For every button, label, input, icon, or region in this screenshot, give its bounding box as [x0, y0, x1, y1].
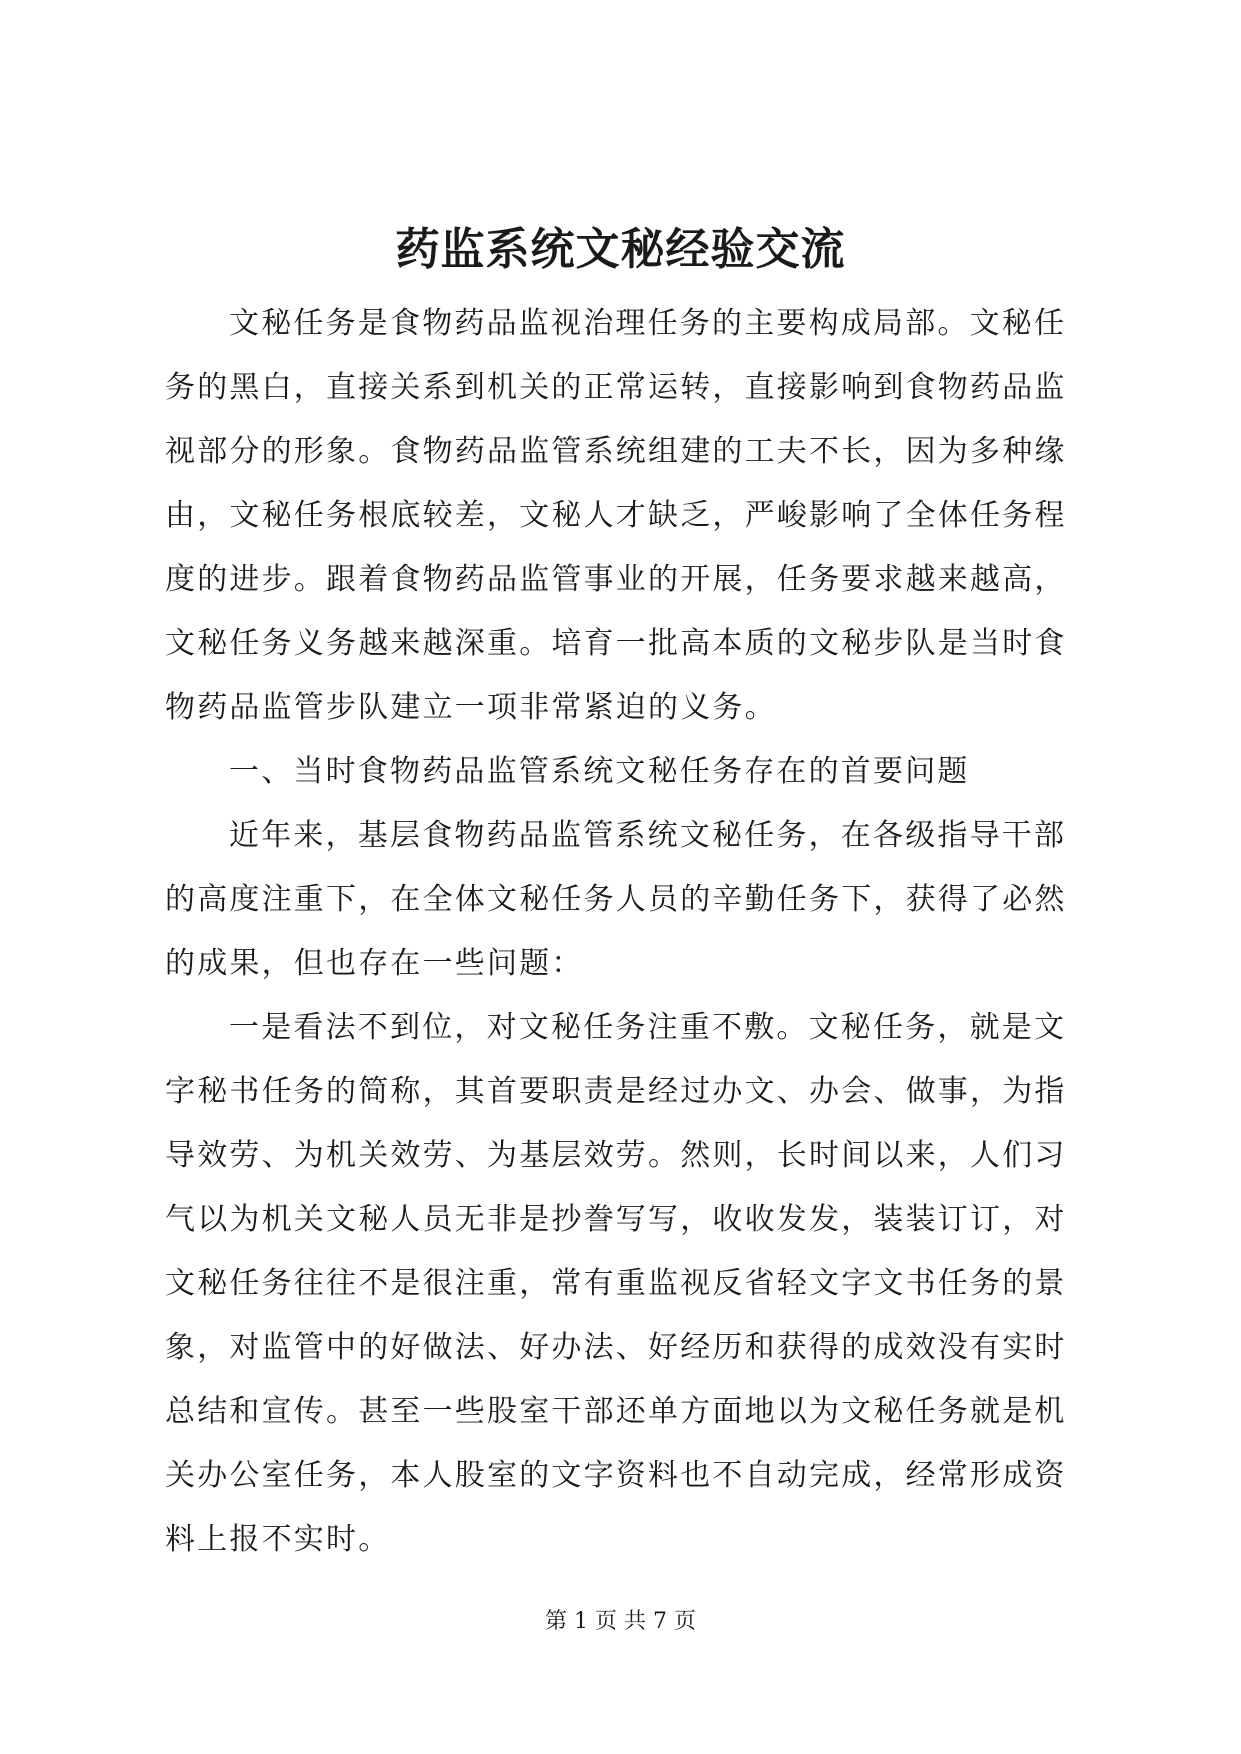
body-text-line: 文秘任务往往不是很注重，常有重监视反省轻文字文书任务的景 [165, 1266, 1067, 1301]
body-text-line: 务的黑白，直接关系到机关的正常运转，直接影响到食物药品监 [165, 370, 1067, 405]
body-text-line: 由，文秘任务根底较差，文秘人才缺乏，严峻影响了全体任务程 [165, 498, 1067, 533]
body-text-line: 近年来，基层食物药品监管系统文秘任务，在各级指导干部 [229, 818, 1067, 853]
body-text-line: 一是看法不到位，对文秘任务注重不敷。文秘任务，就是文 [229, 1010, 1067, 1045]
body-text-line: 总结和宣传。甚至一些股室干部还单方面地以为文秘任务就是机 [165, 1394, 1067, 1429]
body-text-line: 一、当时食物药品监管系统文秘任务存在的首要问题 [229, 754, 970, 789]
document-body [165, 292, 1085, 1572]
body-text-line: 导效劳、为机关效劳、为基层效劳。然则，长时间以来，人们习 [165, 1138, 1067, 1173]
body-text-line: 度的进步。跟着食物药品监管事业的开展，任务要求越来越高， [165, 562, 1067, 597]
body-text-line: 气以为机关文秘人员无非是抄誊写写，收收发发，装装订订，对 [165, 1202, 1067, 1237]
document-title: 药监系统文秘经验交流 [395, 224, 846, 275]
body-text-line: 关办公室任务，本人股室的文字资料也不自动完成，经常形成资 [165, 1458, 1067, 1493]
body-text-line: 料上报不实时。 [165, 1522, 391, 1557]
body-text-line: 的高度注重下，在全体文秘任务人员的辛勤任务下，获得了必然 [165, 882, 1067, 917]
body-text-line: 的成果，但也存在一些问题： [165, 946, 584, 981]
body-text-line: 视部分的形象。食物药品监管系统组建的工夫不长，因为多种缘 [165, 434, 1067, 469]
body-text-line: 文秘任务义务越来越深重。培育一批高本质的文秘步队是当时食 [165, 626, 1067, 661]
body-text-line: 象，对监管中的好做法、好办法、好经历和获得的成效没有实时 [165, 1330, 1067, 1365]
body-text-line: 文秘任务是食物药品监视治理任务的主要构成局部。文秘任 [229, 306, 1067, 341]
page-number-footer: 第 1 页 共 7 页 [545, 1609, 696, 1634]
body-text-line: 物药品监管步队建立一项非常紧迫的义务。 [165, 690, 777, 725]
body-text-line: 字秘书任务的简称，其首要职责是经过办文、办会、做事，为指 [165, 1074, 1067, 1109]
